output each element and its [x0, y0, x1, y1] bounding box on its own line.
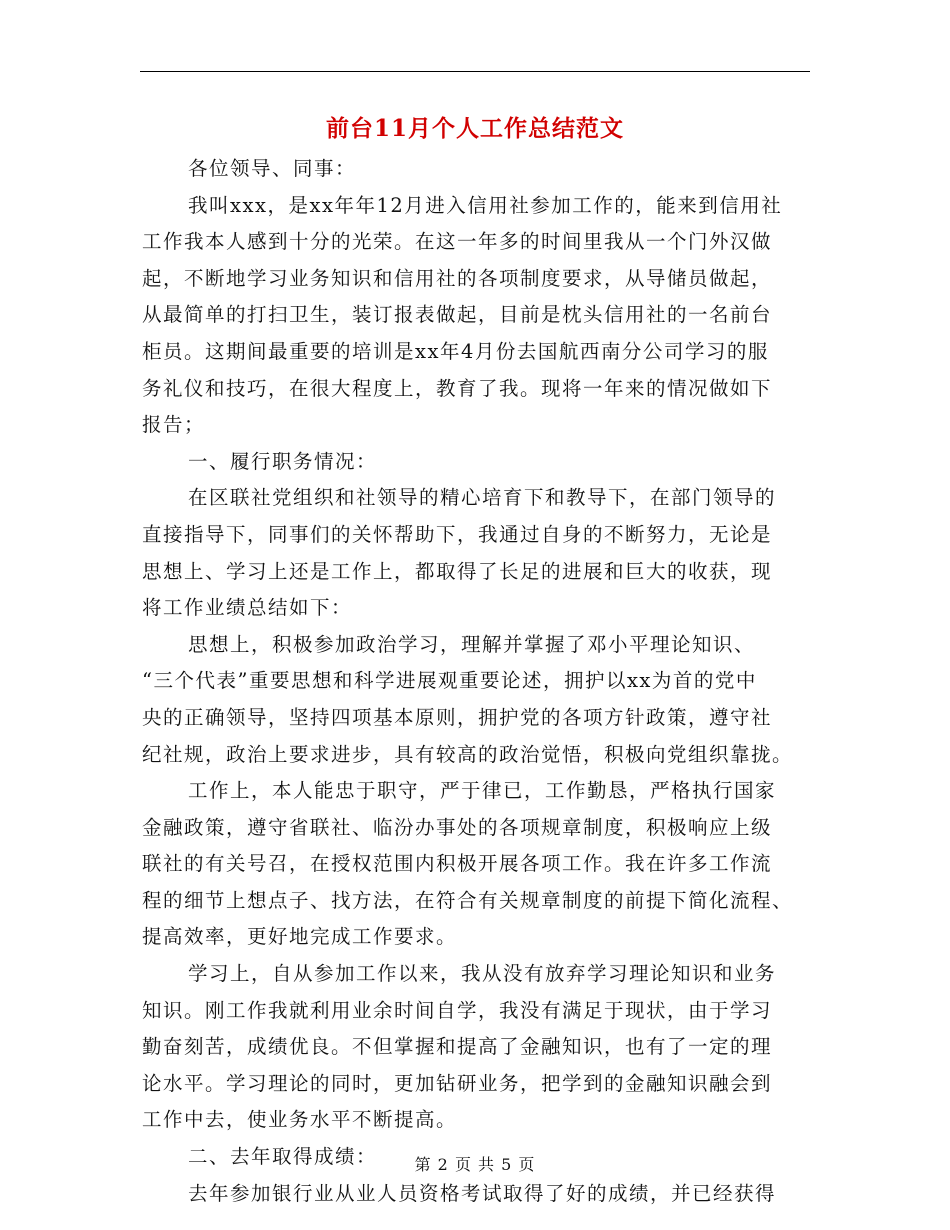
header-rule: [140, 71, 810, 72]
paragraph-line: 思想上、学习上还是工作上，都取得了长足的进展和巨大的收获，现: [142, 559, 773, 583]
document-title: 前台11月个人工作总结范文: [325, 115, 624, 142]
paragraph-line: 思想上，积极参加政治学习，理解并掌握了邓小平理论知识、: [188, 632, 756, 656]
paragraph-line: 将工作业绩总结如下：: [142, 596, 353, 620]
paragraph-line: 联社的有关号召，在授权范围内积极开展各项工作。我在许多工作流: [142, 852, 773, 876]
paragraph-line: 勤奋刻苦，成绩优良。不但掌握和提高了金融知识，也有了一定的理: [142, 1035, 773, 1059]
paragraph-line: 各位领导、同事：: [188, 157, 357, 180]
paragraph-line: 提高效率，更好地完成工作要求。: [142, 925, 458, 949]
paragraph-line: 论水平。学习理论的同时，更加钻研业务，把学到的金融知识融会到: [142, 1071, 773, 1095]
paragraph-line: 工作我本人感到十分的光荣。在这一年多的时间里我从一个门外汉做: [142, 230, 773, 254]
paragraph-line: 在区联社党组织和社领导的精心培育下和教导下，在部门领导的: [188, 486, 777, 510]
paragraph-line: 起，不断地学习业务知识和信用社的各项制度要求，从导储员做起，: [142, 266, 773, 290]
paragraph-line: 报告；: [142, 413, 206, 437]
paragraph-line: 直接指导下，同事们的关怀帮助下，我通过自身的不断努力，无论是: [142, 522, 773, 546]
paragraph-line: 务礼仪和技巧，在很大程度上，教育了我。现将一年来的情况做如下: [142, 376, 773, 400]
paragraph-line: 金融政策，遵守省联社、临汾办事处的各项规章制度，积极响应上级: [142, 815, 773, 839]
paragraph-line: 工作中去，使业务水平不断提高。: [142, 1108, 458, 1132]
paragraph-line: 程的细节上想点子、找方法，在符合有关规章制度的前提下简化流程、: [142, 888, 794, 912]
paragraph-line: 我叫xxx，是xx年年12月进入信用社参加工作的，能来到信用社: [188, 193, 783, 217]
paragraph-line: 去年参加银行业从业人员资格考试取得了好的成绩，并已经获得: [188, 1181, 777, 1205]
paragraph-line: 纪社规，政治上要求进步，具有较高的政治觉悟，积极向党组织靠拢。: [142, 742, 794, 766]
paragraph-line: 学习上，自从参加工作以来，我从没有放弃学习理论知识和业务: [188, 962, 777, 986]
paragraph-line: 柜员。这期间最重要的培训是xx年4月份去国航西南分公司学习的服: [142, 339, 769, 363]
section-heading: 一、履行职务情况：: [188, 449, 378, 473]
document-body: [142, 151, 810, 1212]
paragraph-line: 央的正确领导，坚持四项基本原则，拥护党的各项方针政策，遵守社: [142, 705, 773, 729]
paragraph-line: 知识。刚工作我就利用业余时间自学，我没有满足于现状，由于学习: [142, 998, 773, 1022]
paragraph-line: 工作上，本人能忠于职守，严于律已，工作勤恳，严格执行国家: [188, 779, 777, 803]
page-footer: 第 2 页 共 5 页: [414, 1155, 536, 1174]
paragraph-line: “三个代表”重要思想和科学进展观重要论述，拥护以xx为首的党中: [142, 669, 757, 693]
section-heading: 二、去年取得成绩：: [188, 1145, 378, 1169]
paragraph-line: 从最简单的打扫卫生，装订报表做起，目前是枕头信用社的一名前台: [142, 303, 773, 327]
